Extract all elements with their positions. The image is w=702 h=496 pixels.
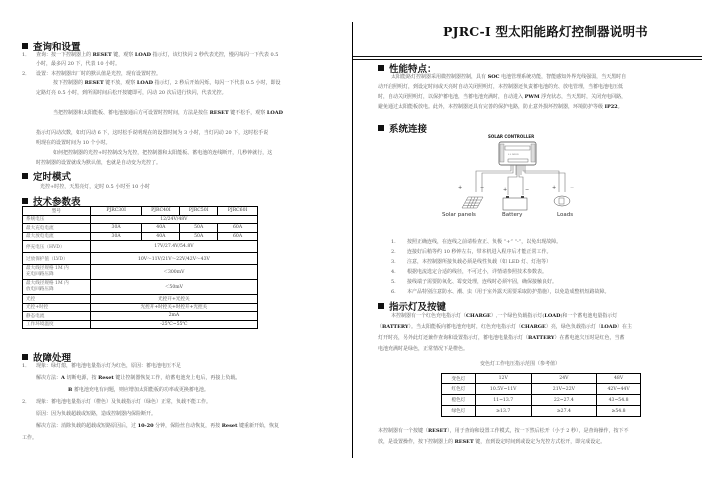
header-cell: PJRC50I [180,207,218,216]
text: 避免通过太阳能板放电。此外，本控制器还具有完善的保护电路，防止意外损坏控制器，环境防护等级 [378,104,605,110]
text: 解决方法： [36,375,62,381]
minutes-value: 10-20 [137,423,154,429]
text: 键，直到设定时间到或设定为光控方式松开，即完成设定。 [473,439,606,445]
text: 切断电源，按 [64,375,99,381]
text: 键不放，观察 [103,80,137,86]
load-keyword: LOAD [266,110,283,116]
item-number: 6. [391,289,396,295]
text: ）在蓄电池欠压时是红色，当蓄 [554,335,625,341]
header-cell: 24V [531,374,597,384]
header-cell: PJRC60I [218,207,258,216]
text: 太阳能路灯控制器采用微控制器控制，具有 [391,74,488,80]
header-cell: 12V [475,374,531,384]
voltage-table-caption: 变色灯工作电压指示范围（参考值） [480,361,561,367]
heading-text: 查询和设置 [33,42,81,53]
table-row [23,265,258,280]
loads-label: Loads [557,212,574,218]
item-number: 3. [391,259,396,265]
load-keyword: LOAD [600,324,617,330]
diagram-title: SOLAR CONTROLLER [488,134,535,139]
soc-keyword: SOC [487,74,500,80]
table-row [23,312,258,321]
load-keyword: LOAD [136,80,153,86]
solar-panel-icon [462,197,483,208]
row-value: 10.5V~11V [475,384,531,395]
header-cell: PJRC40I [142,207,180,216]
row-label: 最大充电电流 [23,224,91,233]
heading-text: 定时模式 [33,172,72,183]
connection-item-2 [391,248,552,256]
text: ）亮，绿色负载指示灯（ [545,324,601,330]
battery-icon [503,196,527,210]
text: （ [377,324,383,330]
trouble-item-2-fix [36,422,279,430]
header-cell: PJRC30I [90,207,142,216]
row-value: 50A [180,224,218,233]
text: 蓄电池充电有问题，则应增加太阳能板的功率或更换蓄电池。 [72,387,209,393]
spec-table [22,206,258,329]
item-number: 2. [391,249,396,255]
row-value: ≥13.7 [475,406,531,417]
text: )和一个蓄电池电量指示灯 [560,313,618,319]
wiring-diagram [440,125,620,235]
reset-keyword: Reset [98,375,114,381]
indicators-line1 [391,312,617,320]
text: 分钟，保险丝自动恢复，再按 [153,423,222,429]
text: 现象：蓄电池电量指示灯（橙色）及负载指示灯（绿色）正常，负载不能工作。 [36,399,212,405]
load-keyword: LOAD [134,52,151,58]
heading-text: 指示灯及按键 [389,302,447,313]
text: 根据电流选定合适的线径，不可过小，详情请参照技术参数表。 [407,269,548,275]
heading-text: 性能特点： [389,64,437,75]
trouble-item-1 [22,362,181,370]
row-label: 最大放电电流 [23,232,91,241]
battery-plus-sign: + [503,187,508,193]
solar-panels-label: Solar panels [442,212,476,218]
svg-text:•• ▫▫▫▫: •• ▫▫▫▫ [508,153,519,156]
connection-item-1 [391,238,561,246]
text: 键重新开始，恢复 [237,423,280,429]
battery-keyword: BATTERY [528,335,555,341]
text: 指示灯，该灯快闪 2 秒代表光控，慢闪每闪一下代表 0.5 [150,52,279,58]
row-value: 光控开+光控关 [90,295,257,304]
row-label-line: 最大线径规格 1M 内 [26,281,69,286]
row-value: 22~27.4 [531,395,597,406]
row-label: 停充电压（HVD） [23,241,91,253]
item-number: 4. [391,269,396,275]
header-cell: 型号 [23,207,91,216]
text: 指示灯，2 秒后开始闪烁，每闪一下代表 0.5 小时，即设 [152,80,281,86]
header-cell: 48V [597,374,641,384]
features-line4 [378,103,623,111]
row-label: 光控+时控 [23,303,91,312]
text: 当把控制器和太阳能板、蓄电池接通后方可设置时控时间，方法是按住 [53,110,210,116]
lamp-icon [554,196,570,206]
query-item-1-line2: 小时，最多闪 20 下，代表 10 小时。 [36,61,121,67]
setup-para2-line2: 指示灯闪动次数，如灯闪动 6 下，这时松手说明现在的设置时间为 3 小时，当灯闪动 20 下，这时松手说 [36,130,269,136]
table-row [23,241,258,253]
square-bullet-icon [378,303,384,309]
table-row [23,280,258,295]
reset-keyword: RESET [84,80,104,86]
row-value: 30A [90,224,142,233]
heading-text: 技术参数表 [33,197,81,208]
row-value: 17V/27.4V/54.8V [90,241,257,253]
square-bullet-icon [22,198,28,204]
timer-mode-text: 光控+时控，天黑亮灯，定时 0.5 小时至 10 小时 [40,184,150,190]
text: 键不松手，观察 [228,110,267,116]
connection-item-4 [391,268,547,276]
table-row [23,232,258,241]
section-heading-indicators [378,299,446,313]
row-value: 21V~22V [531,384,597,395]
text: 本产品特别注意防水、潮、虫（用于室外露天需要采取防护措施），以免造成整机短路故障。 [407,289,610,295]
connection-item-3 [391,258,551,266]
option-letter: B [68,387,73,393]
button-line1 [378,427,629,435]
text: 按下控制器的 [53,80,85,86]
table-row [442,384,641,395]
text: ）,一个绿色负载指示灯( [490,313,545,319]
query-item-2 [22,70,161,78]
setup-para2-line3: 明现在的设置时间为 10 个小时。 [36,140,111,146]
load-minus-sign: − [570,185,575,191]
title-rule-thin [353,59,702,60]
page-border-left [352,22,353,88]
table-row [442,406,641,417]
text: 灯开时亮，另外此灯还兼作查询和设置指示灯，蓄电池电量指示灯（ [378,335,529,341]
row-value: 2mA [90,312,257,321]
table-row [23,253,258,265]
section-heading-timer-mode [22,169,71,183]
text: 设置：本控制器出厂时的默认值是光控，现有设置时控。 [36,71,162,77]
reset-keyword: RESET [454,439,474,445]
row-label: 工作环境温度 [23,320,91,329]
indicators-line4: 电池充满时是绿色，正常情况下是橙色。 [378,346,469,352]
text: 查询：按一下控制器上的 [36,52,93,58]
item-number: 1． [22,52,31,58]
row-label: 过放保护值（LVD） [23,253,91,265]
square-bullet-icon [378,125,384,131]
heading-text: 系统连接 [389,124,428,135]
features-line1 [391,73,626,81]
heading-text: 故障处理 [33,353,72,364]
query-item-1 [22,51,278,59]
title-rule-thick [353,56,702,57]
text: 电池管理系统功能，智能感知外界光线强弱，当天黑时自 [499,74,627,80]
row-value: 60A [218,224,258,233]
header-cell: 变色灯 [442,374,476,384]
reset-keyword: Reset [221,423,238,429]
trouble-item-1-fix-a [36,374,240,382]
text: 连接好后稍等约 10 秒钟左右，带本机进入程序后才能正常工作。 [407,249,552,255]
connection-item-6 [391,288,610,296]
battery-keyword: BATTERY [382,324,409,330]
item-number: 2． [22,399,31,405]
features-line2: 动开启照明灯，到设定时间或天亮时自动关闭照明灯，本控制器还负责蓄电池的充、放电管理，当蓄电池电压低 [378,84,624,90]
charge-keyword: CHARGE [466,313,491,319]
row-value: -25℃~55℃ [90,320,257,329]
square-bullet-icon [378,65,384,71]
load-keyword: LOAD [544,313,561,319]
button-line2 [378,438,605,446]
row-value: 30A [90,232,142,241]
table-row [442,395,641,406]
controller-icon [499,142,536,165]
row-label-line: 放电回路压降 [26,287,54,292]
text: 键，观察 [111,52,135,58]
table-header-row [23,207,258,216]
battery-minus-sign: − [525,187,530,193]
text: 浮充状态，当天黑时，关闭充电回路， [539,94,627,100]
reset-keyword: RESET [428,428,448,434]
row-label-line: 充电回路压降 [26,272,54,277]
document-title: PJRC-I 型太阳能路灯控制器说明书 [443,24,648,39]
row-value: ≥54.8 [597,406,641,417]
row-value: 11~13.7 [475,395,531,406]
page-border-left-lower [352,88,353,458]
setup-para3-line2: 时控制器的设置就成为默认值，也就是自动变为光控了。 [36,160,162,166]
table-row [23,320,258,329]
diagram-lines [440,125,620,235]
row-value: 光控开+时控关+时控开+光控关 [90,303,257,312]
row-label: 绿色灯 [442,406,476,417]
square-bullet-icon [22,173,28,179]
row-label-line: 最大线径规格 1M 内 [26,266,69,271]
text: 解决方法：消除负载的超载或短路原因后，过 [36,423,138,429]
text: 接线端子需要防氧化、霉变处理，连线时必须牢固，确保接触良好。 [407,279,558,285]
item-number: 2． [22,71,31,77]
row-value: 50A [180,232,218,241]
row-label: 静态电流 [23,312,91,321]
table-header-row [442,374,641,384]
row-value: ≥27.4 [531,406,597,417]
row-value: 10V～11V/21V～22V/42V～43V [90,253,257,265]
row-label [23,265,91,280]
row-value: 43~54.8 [597,395,641,406]
row-label: 红色灯 [442,384,476,395]
charge-keyword: CHARGE [521,324,546,330]
setup-para1-line2: 定路灯亮 0.5 小时，到所需时间后松开按键即可，闪动 20 次后进行快闪，代表光控。 [36,90,227,96]
square-bullet-icon [22,43,28,49]
row-label [23,280,91,295]
table-row [23,215,258,224]
row-value: 40A [142,224,180,233]
setup-para1-line1 [53,79,280,87]
row-label: 光控 [23,295,91,304]
text: 按照正确连线，在连线之前请检查正、负极 “+” “-”，以免出现故障。 [407,239,562,245]
item-number: 5. [391,279,396,285]
text: 本控制器有一个红色充电指示灯（ [391,313,467,319]
item-number: 1． [22,363,31,369]
text: 时，自动关闭照明灯，以保护蓄电池，当蓄电池充满时，自动进入 [378,94,525,100]
reset-keyword: RESET [92,52,112,58]
table-row [23,295,258,304]
text: 本控制器有一个按键（ [378,428,429,434]
text: 键让控制器恢复工作，给蓄电池充上电后，再接上负载。 [113,375,241,381]
item-number: 1. [391,239,396,245]
text: 。 [617,104,623,110]
section-heading-system-connection [378,121,427,135]
voltage-range-table [441,373,641,417]
table-row [23,303,258,312]
text: 放，是设置操作，按下控制器上的 [378,439,455,445]
row-value: 40A [142,232,180,241]
trouble-item-2 [22,398,211,406]
setup-para2-line1 [53,109,283,117]
row-value: 12/24V/48V [90,215,257,224]
solar-plus-sign: + [458,185,463,191]
features-line3 [378,93,626,101]
text: 现象：绿灯熄，蓄电池电量指示灯为红色，原因：蓄电池电压不足 [36,363,182,369]
pwm-keyword: PWM [524,94,540,100]
reset-keyword: RESET [209,110,229,116]
ip-rating: IP22 [604,104,618,110]
option-letter: A [61,375,65,381]
text: ）。当太阳能板向蓄电池充电时，红色充电指示灯（ [408,324,522,330]
row-value: ＜50mV [90,280,257,295]
battery-label: Battery [502,212,523,218]
trouble-item-1-fix-b [68,386,209,394]
table-row [23,224,258,233]
load-plus-sign: + [552,185,557,191]
setup-para3-line1: 如何把控制器的光控+时控制改为光控，把控制器和太阳能板、蓄电池的连线断开，几秒钟就行，这 [53,150,273,156]
square-bullet-icon [22,354,28,360]
indicators-line2 [377,323,632,331]
text: ），用于查询和设置工作模式，按一下然后松开（小于 2 秒），是查询操作，按下不 [447,428,629,434]
text: 注意，本控制器所接负载必须是线性负载（如 LED 灯、灯泡等） [407,259,552,265]
row-value: 42V~44V [597,384,641,395]
text: ）在主 [616,324,632,330]
solar-minus-sign: − [480,185,485,191]
connection-item-5 [391,278,557,286]
indicators-line3 [378,334,625,342]
row-value: ＜300mV [90,265,257,280]
trouble-item-2-cause: 原因：因为负载超载或短路，造成控制器内保险断开。 [36,411,157,417]
row-label: 橙色灯 [442,395,476,406]
trouble-item-2-last: 工作。 [22,435,38,441]
row-label: 系统电压 [23,215,91,224]
row-value: 60A [218,232,258,241]
